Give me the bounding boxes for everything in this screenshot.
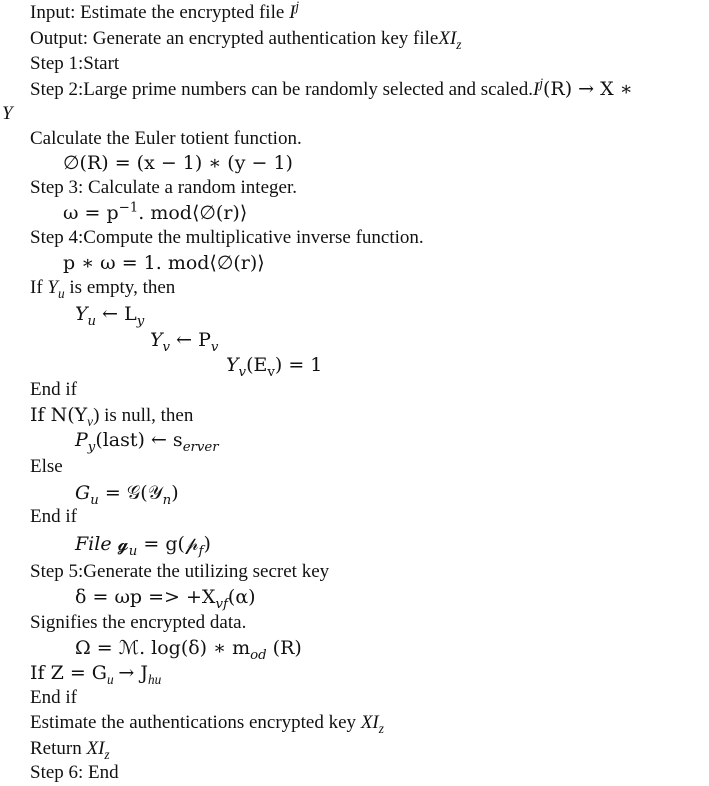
ev-close: ) = 1: [274, 354, 323, 376]
ev-open: (E: [246, 354, 268, 376]
yv-assign: [150, 327, 218, 353]
var-I-2: I: [532, 79, 540, 100]
sub-z-2: z: [378, 720, 384, 736]
sub-u-3: u: [90, 492, 99, 508]
omega-eq: ω = p: [63, 202, 119, 224]
euler-formula: [63, 150, 293, 176]
g-close: ): [171, 482, 179, 504]
else-line: [30, 454, 63, 480]
signifies-line: [30, 610, 246, 636]
sub-n: n: [162, 492, 172, 508]
sub-z-3: z: [104, 746, 110, 762]
var-P: P: [75, 429, 88, 451]
g-func: = g(: [143, 533, 185, 555]
signifies-text: Signifies the encrypted data.: [30, 612, 247, 633]
var-Y-4: Y: [226, 354, 239, 376]
euler-line: [30, 126, 302, 152]
sub-y-2: y: [87, 439, 96, 455]
g-symbol: 𝓰: [117, 533, 129, 555]
omega-log: Ω = ℳ. log(δ) ∗ m: [75, 637, 251, 659]
delta-eq: δ = ωp => +X: [75, 586, 216, 608]
sub-hu: hu: [147, 671, 162, 687]
step4-text: Step 4:Compute the multiplicative inverse function.: [30, 227, 424, 248]
if-text: If: [30, 277, 48, 298]
step5-text: Step 5:Generate the utilizing secret key: [30, 561, 330, 582]
py-assign: [75, 427, 219, 453]
sub-v: v: [162, 339, 171, 355]
if-z-text: If Z = G: [30, 662, 107, 684]
sub-v-3: v: [238, 364, 247, 380]
step6-line: [30, 760, 119, 786]
else-text: Else: [30, 456, 63, 477]
step2-wrap-line: [2, 101, 13, 127]
omega-formula: [75, 635, 302, 661]
yv-eq: [226, 352, 322, 378]
sub-y: y: [136, 313, 145, 329]
file-text: File: [75, 533, 118, 555]
step3-text: Step 3: Calculate a random integer.: [30, 177, 297, 198]
output-line: [30, 26, 461, 52]
var-Y-3: Y: [150, 329, 163, 351]
euler-text: Calculate the Euler totient function.: [30, 128, 302, 149]
endif-line-1: [30, 377, 77, 403]
endif-text-1: End if: [30, 379, 77, 400]
if-null-line: [30, 402, 193, 429]
last-server: (last) ← s: [95, 429, 183, 451]
step1-text: Step 1:Start: [30, 53, 120, 74]
var-XI-2: XI: [360, 712, 379, 733]
step3-line: [30, 175, 297, 201]
var-I: I: [289, 2, 296, 23]
sub-v-5: v: [87, 413, 94, 429]
step2-text: Step 2:Large prime numbers can be randomly selected and scaled.: [30, 79, 533, 100]
null-text: ) is null, then: [93, 405, 194, 426]
step3-formula: [63, 200, 247, 226]
var-Y-2: Y: [75, 303, 88, 325]
euler-formula-text: ∅(R) = (x − 1) ∗ (y − 1): [63, 152, 293, 174]
var-XI-3: XI: [86, 738, 105, 759]
g-script: = 𝒢(𝒴: [104, 482, 163, 504]
step6-text: Step 6: End: [30, 762, 119, 783]
if-n-text: If N(Y: [30, 404, 88, 426]
step4-formula-text: p ∗ ω = 1. mod⟨∅(r)⟩: [63, 252, 265, 274]
alpha-arg: (α): [227, 586, 256, 608]
p-symbol: 𝓅: [184, 533, 199, 555]
sub-z: z: [456, 36, 462, 52]
sup-j: j: [295, 0, 300, 14]
sub-od: od: [250, 647, 267, 663]
input-line: [30, 0, 299, 26]
step5-formula: [75, 584, 256, 610]
step2-formula: (R) → X ∗: [543, 78, 633, 100]
sub-v-2: v: [210, 339, 219, 355]
wrapped-Y: Y: [2, 103, 13, 124]
endif-text-3: End if: [30, 687, 77, 708]
arrow-J: → J: [118, 662, 148, 684]
omega-R: (R): [266, 637, 302, 659]
sub-u-4: u: [128, 543, 138, 559]
if-z-line: [30, 660, 161, 687]
gu-assign: [75, 480, 179, 506]
estimate-text: Estimate the authentications encrypted key: [30, 712, 361, 733]
g-func-close: ): [203, 533, 211, 555]
sub-u: u: [57, 285, 65, 301]
step4-line: [30, 225, 424, 251]
return-line: [30, 736, 110, 762]
var-G: G: [75, 482, 91, 504]
omega-mod: . mod⟨∅(r)⟩: [138, 202, 248, 224]
estimate-line: [30, 710, 384, 736]
arrow-P: ← P: [176, 329, 211, 351]
endif-text-2: End if: [30, 506, 77, 527]
return-text: Return: [30, 738, 87, 759]
sup-minus-one: −1: [118, 200, 139, 216]
endif-line-2: [30, 504, 77, 530]
sub-v-4: v: [267, 364, 275, 380]
arrow-L: ← L: [102, 303, 137, 325]
sub-u-2: u: [87, 313, 97, 329]
sub-f: f: [198, 543, 204, 559]
sub-u-5: u: [106, 671, 114, 687]
file-line: [75, 531, 211, 557]
sub-vf: vf: [215, 596, 228, 612]
input-text: Input: Estimate the encrypted file: [30, 2, 290, 23]
if-yu-line: [30, 275, 175, 301]
step2-line: [30, 76, 633, 103]
empty-text: is empty, then: [64, 277, 176, 298]
sub-erver: erver: [182, 439, 219, 455]
step5-line: [30, 559, 329, 585]
var-XI: XI: [438, 28, 457, 49]
step1-line: [30, 51, 119, 77]
endif-line-3: [30, 685, 77, 711]
yu-assign: [75, 301, 144, 327]
var-Y: Y: [47, 277, 58, 298]
step4-formula: [63, 250, 265, 276]
output-text: Output: Generate an encrypted authentication key file: [30, 28, 439, 49]
sup-j-2: j: [539, 75, 544, 91]
